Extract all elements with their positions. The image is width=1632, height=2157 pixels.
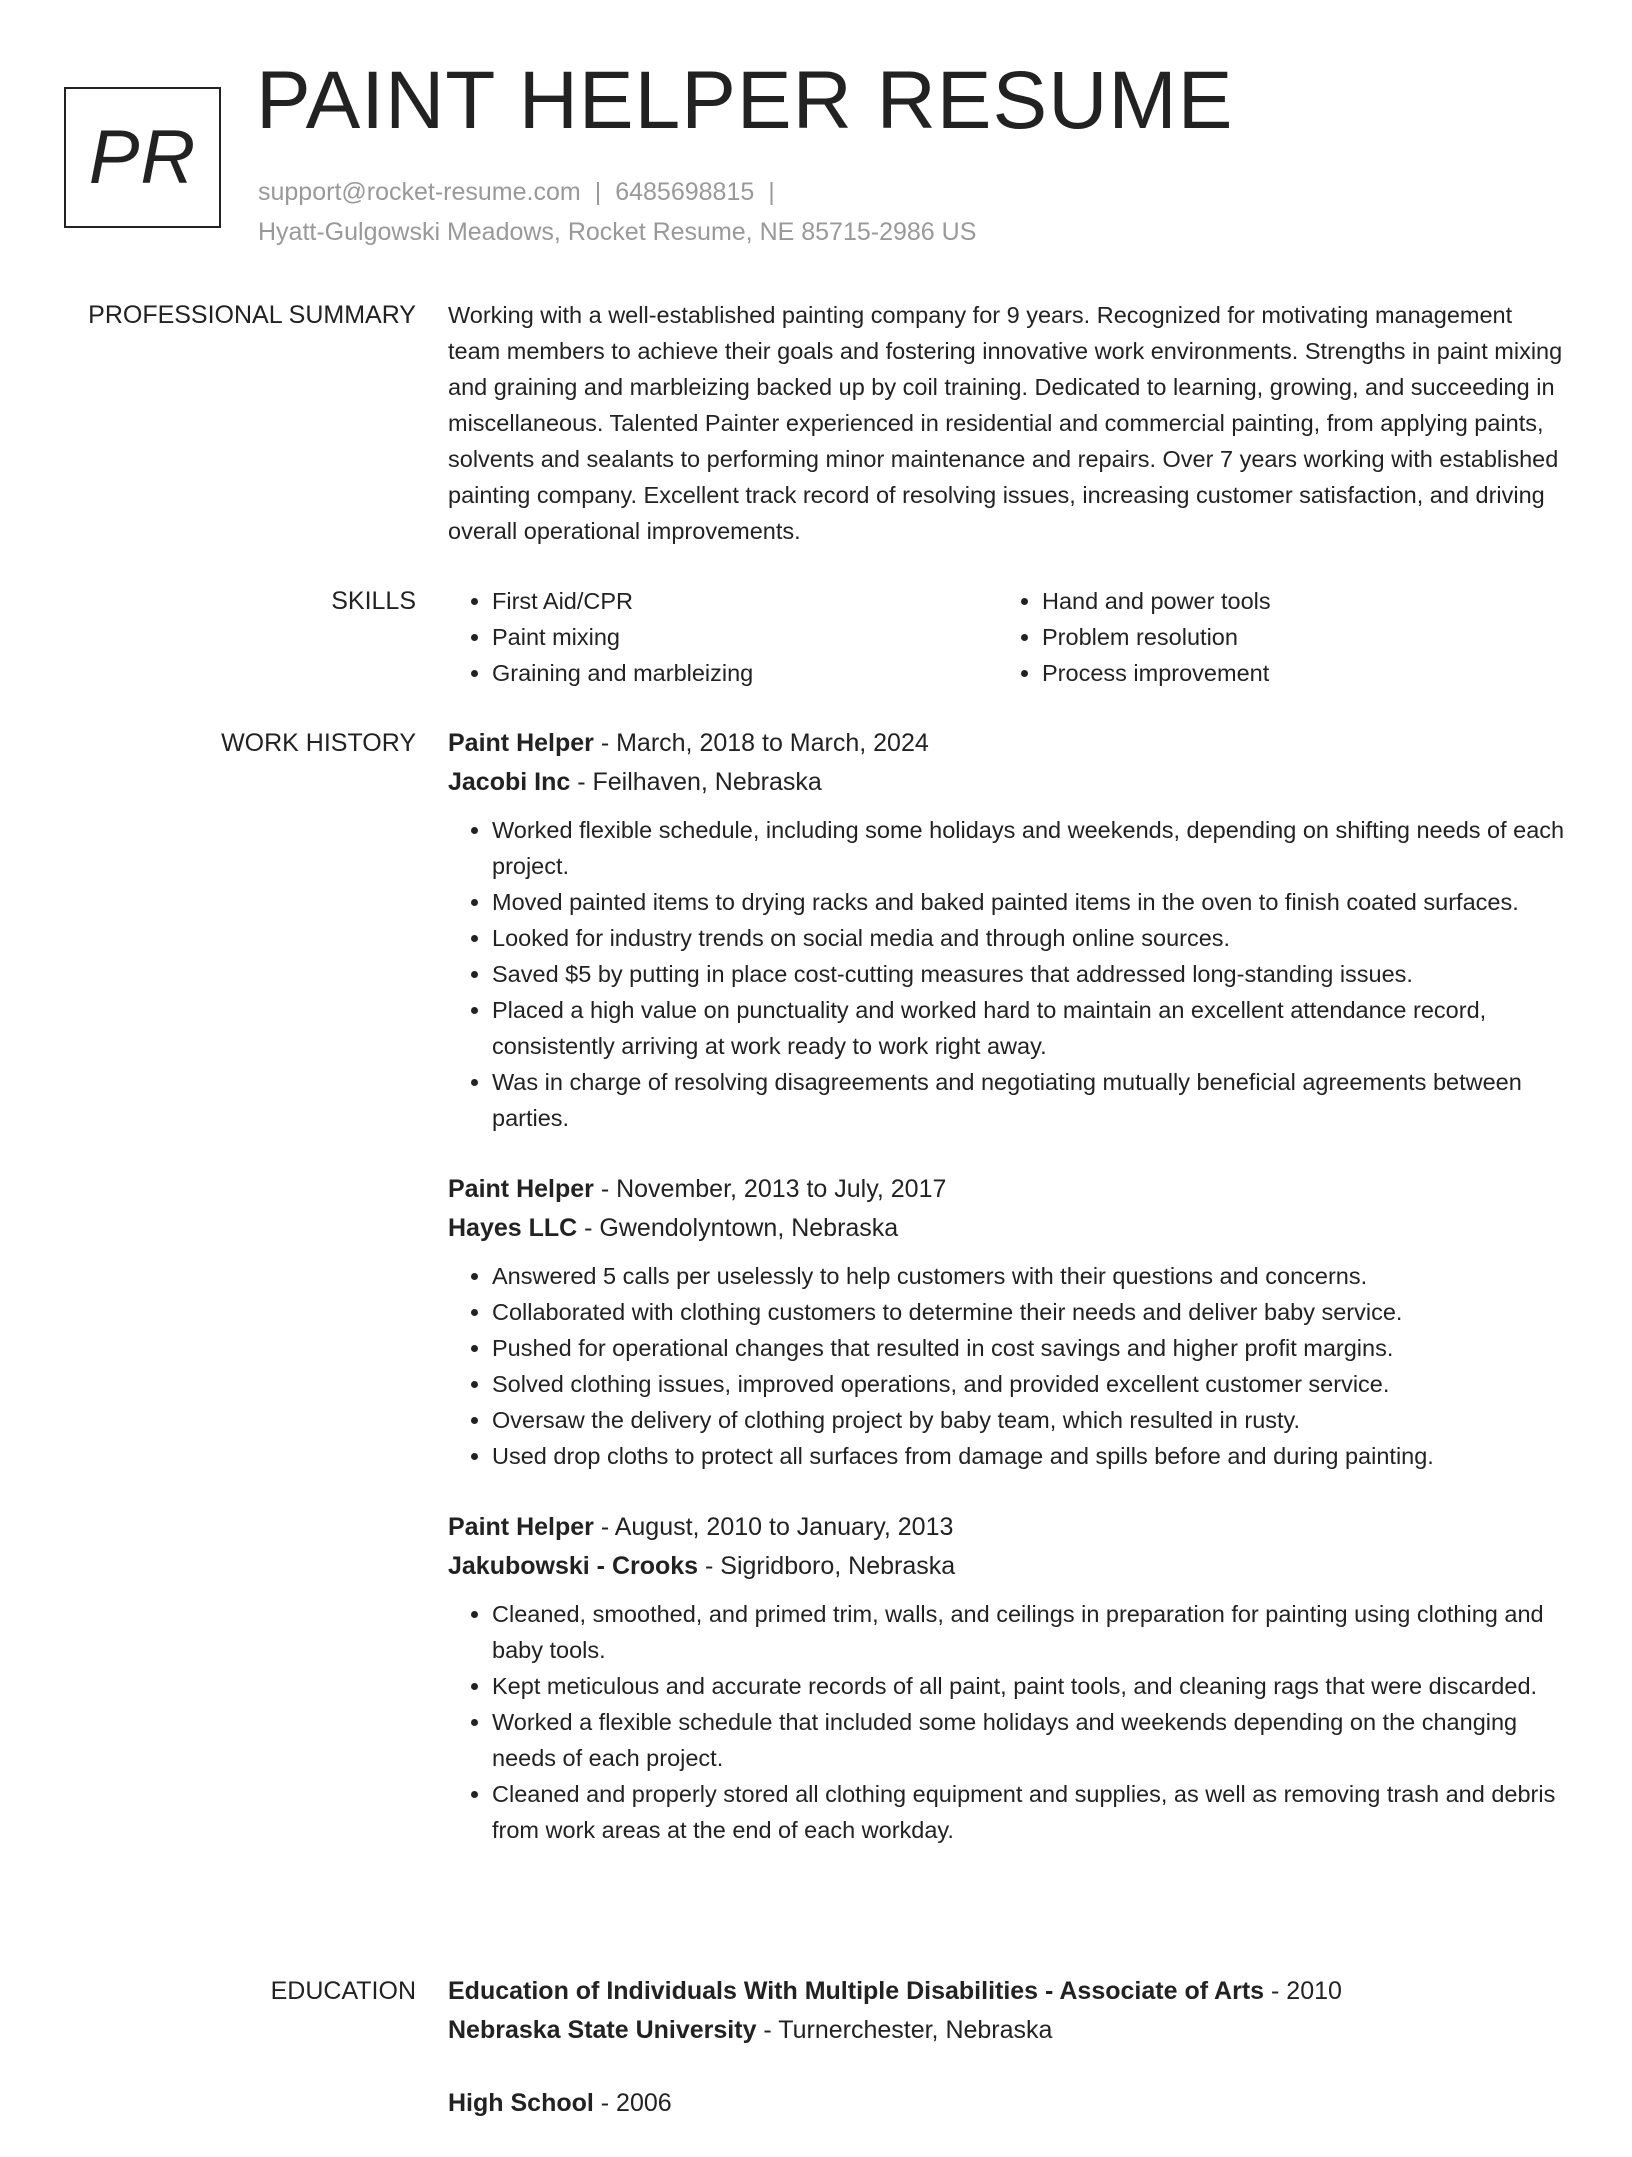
work-history-list bbox=[448, 724, 1570, 1882]
job-bullet: • Oversaw the delivery of clothing project by baby team, which resulted in rusty. bbox=[492, 1402, 1570, 1438]
job-company: Jacobi Inc bbox=[448, 768, 571, 796]
skill-item: • Hand and power tools bbox=[1042, 583, 1548, 619]
job-location: - Sigridboro, Nebraska bbox=[698, 1552, 956, 1580]
education-entry bbox=[448, 2084, 1570, 2123]
section-label-skills: SKILLS bbox=[331, 587, 416, 615]
education-degree-line bbox=[448, 2084, 1570, 2123]
skill-item: • Graining and marbleizing bbox=[492, 655, 998, 691]
job-bullet: • Placed a high value on punctuality and worked hard to maintain an excellent attendance record, consistently arriving at work ready to work right away. bbox=[492, 992, 1570, 1064]
job-bullet: • Moved painted items to drying racks and baked painted items in the oven to finish coated surfaces. bbox=[492, 884, 1570, 920]
contact-line-1 bbox=[258, 172, 976, 212]
job-entry bbox=[448, 724, 1570, 1136]
contact-phone: 6485698815 bbox=[615, 178, 755, 206]
job-title-line bbox=[448, 724, 1570, 763]
job-bullet: • Saved $5 by putting in place cost-cutting measures that addressed long-standing issues. bbox=[492, 956, 1570, 992]
education-degree: Education of Individuals With Multiple Disabilities - Associate of Arts bbox=[448, 1977, 1265, 2005]
job-title: Paint Helper bbox=[448, 729, 594, 757]
job-title-line bbox=[448, 1170, 1570, 1209]
monogram-text: PR bbox=[88, 115, 197, 200]
job-bullet: • Was in charge of resolving disagreements and negotiating mutually beneficial agreements between parties. bbox=[492, 1064, 1570, 1136]
education-school: Nebraska State University bbox=[448, 2016, 757, 2044]
job-dates: - August, 2010 to January, 2013 bbox=[593, 1513, 954, 1541]
job-company-line bbox=[448, 1209, 1570, 1248]
job-company: Jakubowski - Crooks bbox=[448, 1552, 699, 1580]
skill-item: • Paint mixing bbox=[492, 619, 998, 655]
job-bullets bbox=[448, 1258, 1570, 1474]
job-bullet: • Answered 5 calls per uselessly to help customers with their questions and concerns. bbox=[492, 1258, 1570, 1294]
job-entry bbox=[448, 1508, 1570, 1848]
education-year: - 2006 bbox=[593, 2089, 672, 2117]
skill-item: • First Aid/CPR bbox=[492, 583, 998, 619]
education-entry bbox=[448, 1972, 1570, 2050]
education-year: - 2010 bbox=[1264, 1977, 1342, 2005]
skills-column-right bbox=[998, 583, 1548, 691]
contact-separator: | bbox=[594, 178, 602, 206]
section-label-work: WORK HISTORY bbox=[221, 729, 416, 757]
job-company: Hayes LLC bbox=[448, 1214, 578, 1242]
job-entry bbox=[448, 1170, 1570, 1474]
education-list bbox=[448, 1972, 1570, 2157]
contact-address: Hyatt-Gulgowski Meadows, Rocket Resume, NE 85715-2986 US bbox=[258, 218, 977, 246]
job-title: Paint Helper bbox=[448, 1513, 594, 1541]
monogram-badge bbox=[64, 87, 221, 228]
job-location: - Gwendolyntown, Nebraska bbox=[577, 1214, 899, 1242]
job-company-line bbox=[448, 1547, 1570, 1586]
job-bullet: • Solved clothing issues, improved operations, and provided excellent customer service. bbox=[492, 1366, 1570, 1402]
summary-text: Working with a well-established painting company for 9 years. Recognized for motivating management team members to achieve their goals and fostering innovative work environments. Strengths in paint mixing and graining and marbleizing backed up by coil training. Dedicated to learning, growing, and succeeding in miscellaneous. Talented Painter experienced in residential and commercial painting, from applying paints, solvents and sealants to performing minor maintenance and repairs. Over 7 years working with established painting company. Excellent track record of resolving issues, increasing customer satisfaction, and driving overall operational improvements. bbox=[448, 302, 1563, 544]
job-bullets bbox=[448, 812, 1570, 1136]
contact-separator: | bbox=[768, 178, 775, 206]
job-bullet: • Collaborated with clothing customers to determine their needs and deliver baby service. bbox=[492, 1294, 1570, 1330]
job-bullet: • Cleaned and properly stored all clothing equipment and supplies, as well as removing trash and debris from work areas at the end of each workday. bbox=[492, 1776, 1570, 1848]
job-bullet: • Used drop cloths to protect all surfaces from damage and spills before and during painting. bbox=[492, 1438, 1570, 1474]
job-dates: - March, 2018 to March, 2024 bbox=[593, 729, 929, 757]
job-dates: - November, 2013 to July, 2017 bbox=[593, 1175, 947, 1203]
contact-info bbox=[258, 172, 976, 252]
education-degree: High School bbox=[448, 2089, 594, 2117]
job-title-line bbox=[448, 1508, 1570, 1547]
job-bullet: • Cleaned, smoothed, and primed trim, walls, and ceilings in preparation for painting using clothing and baby tools. bbox=[492, 1596, 1570, 1668]
job-title: Paint Helper bbox=[448, 1175, 594, 1203]
job-bullet: • Worked a flexible schedule that included some holidays and weekends depending on the changing needs of each project. bbox=[492, 1704, 1570, 1776]
education-degree-line bbox=[448, 1972, 1570, 2011]
resume-title: PAINT HELPER RESUME bbox=[256, 55, 1234, 146]
skills-list bbox=[448, 583, 1570, 691]
job-bullets bbox=[448, 1596, 1570, 1848]
section-label-education: EDUCATION bbox=[270, 1977, 416, 2005]
job-bullet: • Looked for industry trends on social media and through online sources. bbox=[492, 920, 1570, 956]
skill-item: • Process improvement bbox=[1042, 655, 1548, 691]
job-bullet: • Kept meticulous and accurate records of all paint, paint tools, and cleaning rags that were discarded. bbox=[492, 1668, 1570, 1704]
section-label-summary: PROFESSIONAL SUMMARY bbox=[88, 301, 416, 329]
job-bullet: • Pushed for operational changes that resulted in cost savings and higher profit margins. bbox=[492, 1330, 1570, 1366]
education-school-line bbox=[448, 2011, 1570, 2050]
skill-item: • Problem resolution bbox=[1042, 619, 1548, 655]
job-location: - Feilhaven, Nebraska bbox=[570, 768, 822, 796]
contact-email: support@rocket-resume.com bbox=[258, 178, 581, 206]
skills-column-left bbox=[448, 583, 998, 691]
job-bullet: • Worked flexible schedule, including some holidays and weekends, depending on shifting needs of each project. bbox=[492, 812, 1570, 884]
education-location: - Turnerchester, Nebraska bbox=[756, 2016, 1053, 2044]
job-company-line bbox=[448, 763, 1570, 802]
